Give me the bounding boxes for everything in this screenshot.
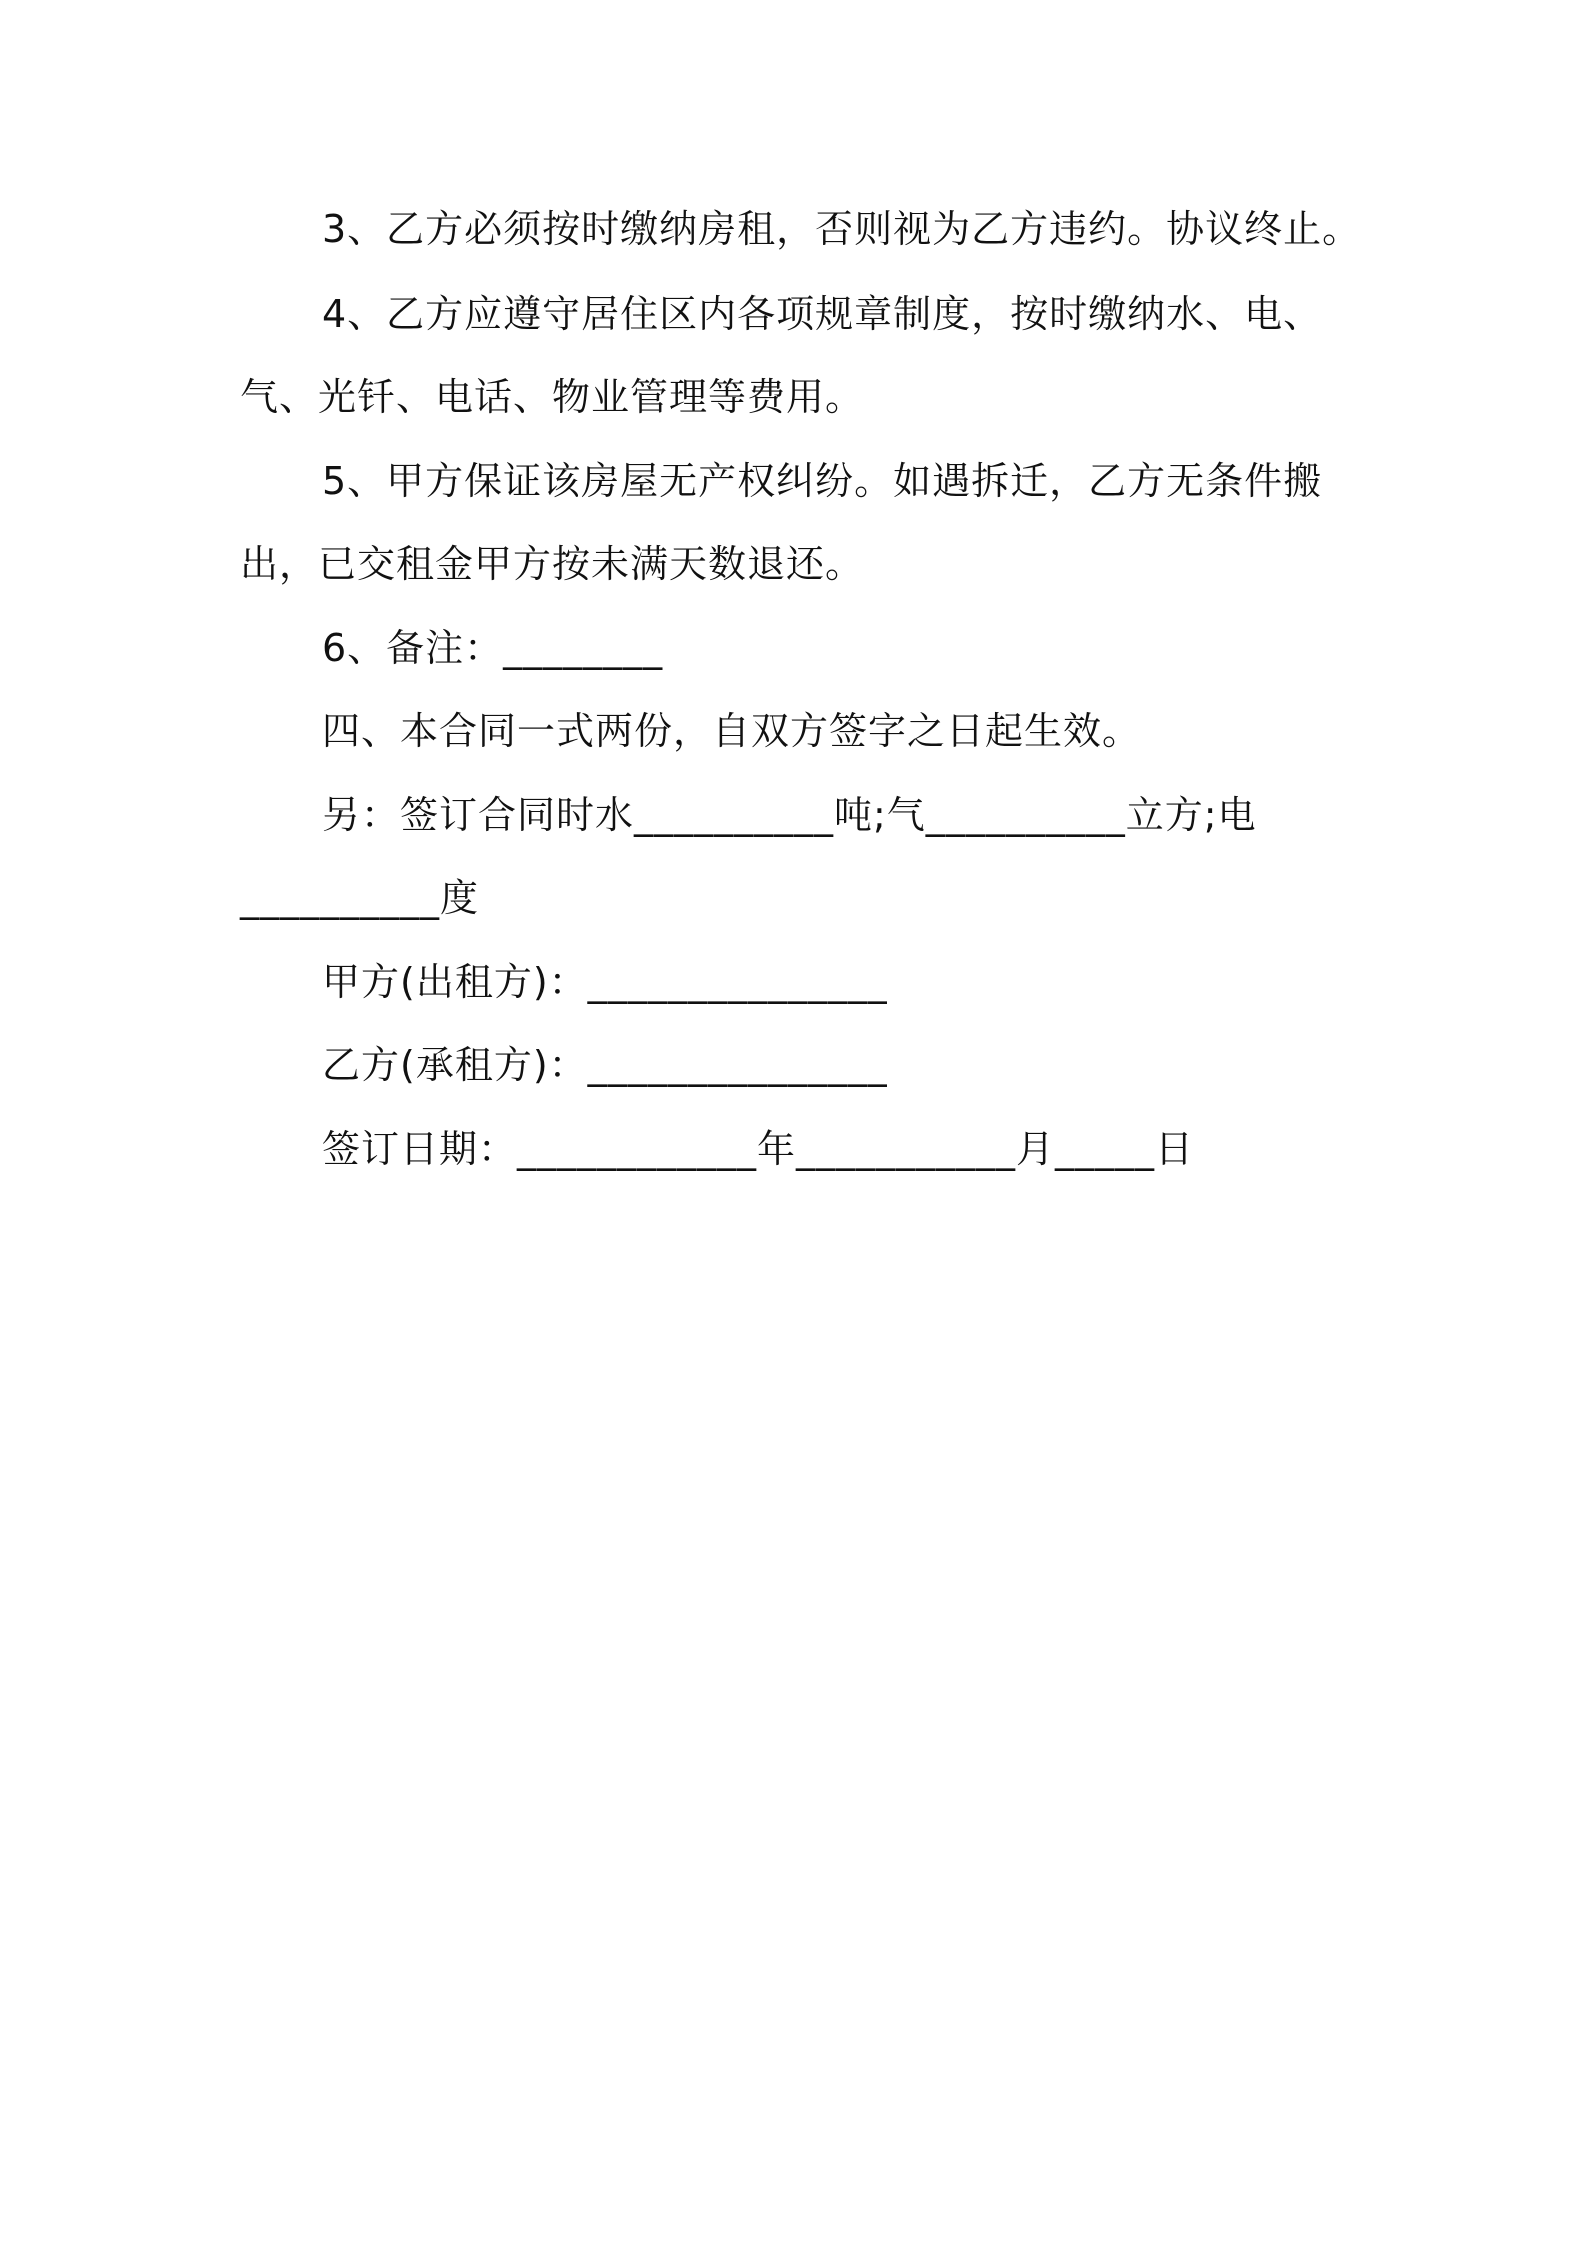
meter-readings-line-2: __________度	[240, 876, 480, 920]
clause-5-line-1: 5、甲方保证该房屋无产权纠纷。如遇拆迁，乙方无条件搬	[322, 459, 1323, 503]
party-b-signature: 乙方(承租方)：_______________	[322, 1043, 888, 1087]
clause-3-line: 3、乙方必须按时缴纳房租，否则视为乙方违约。协议终止。	[322, 207, 1362, 251]
clause-6-remarks: 6、备注：________	[322, 626, 664, 670]
signing-date: 签订日期：____________年___________月_____日	[322, 1127, 1195, 1171]
section-4-effective: 四、本合同一式两份，自双方签字之日起生效。	[322, 709, 1142, 753]
clause-4-line-2: 气、光钎、电话、物业管理等费用。	[240, 375, 865, 419]
clause-5-line-2: 出，已交租金甲方按未满天数退还。	[240, 542, 865, 586]
meter-readings-line-1: 另：签订合同时水__________吨;气__________立方;电	[322, 793, 1257, 837]
party-a-signature: 甲方(出租方)：_______________	[322, 960, 888, 1004]
clause-4-line-1: 4、乙方应遵守居住区内各项规章制度，按时缴纳水、电、	[322, 292, 1323, 336]
